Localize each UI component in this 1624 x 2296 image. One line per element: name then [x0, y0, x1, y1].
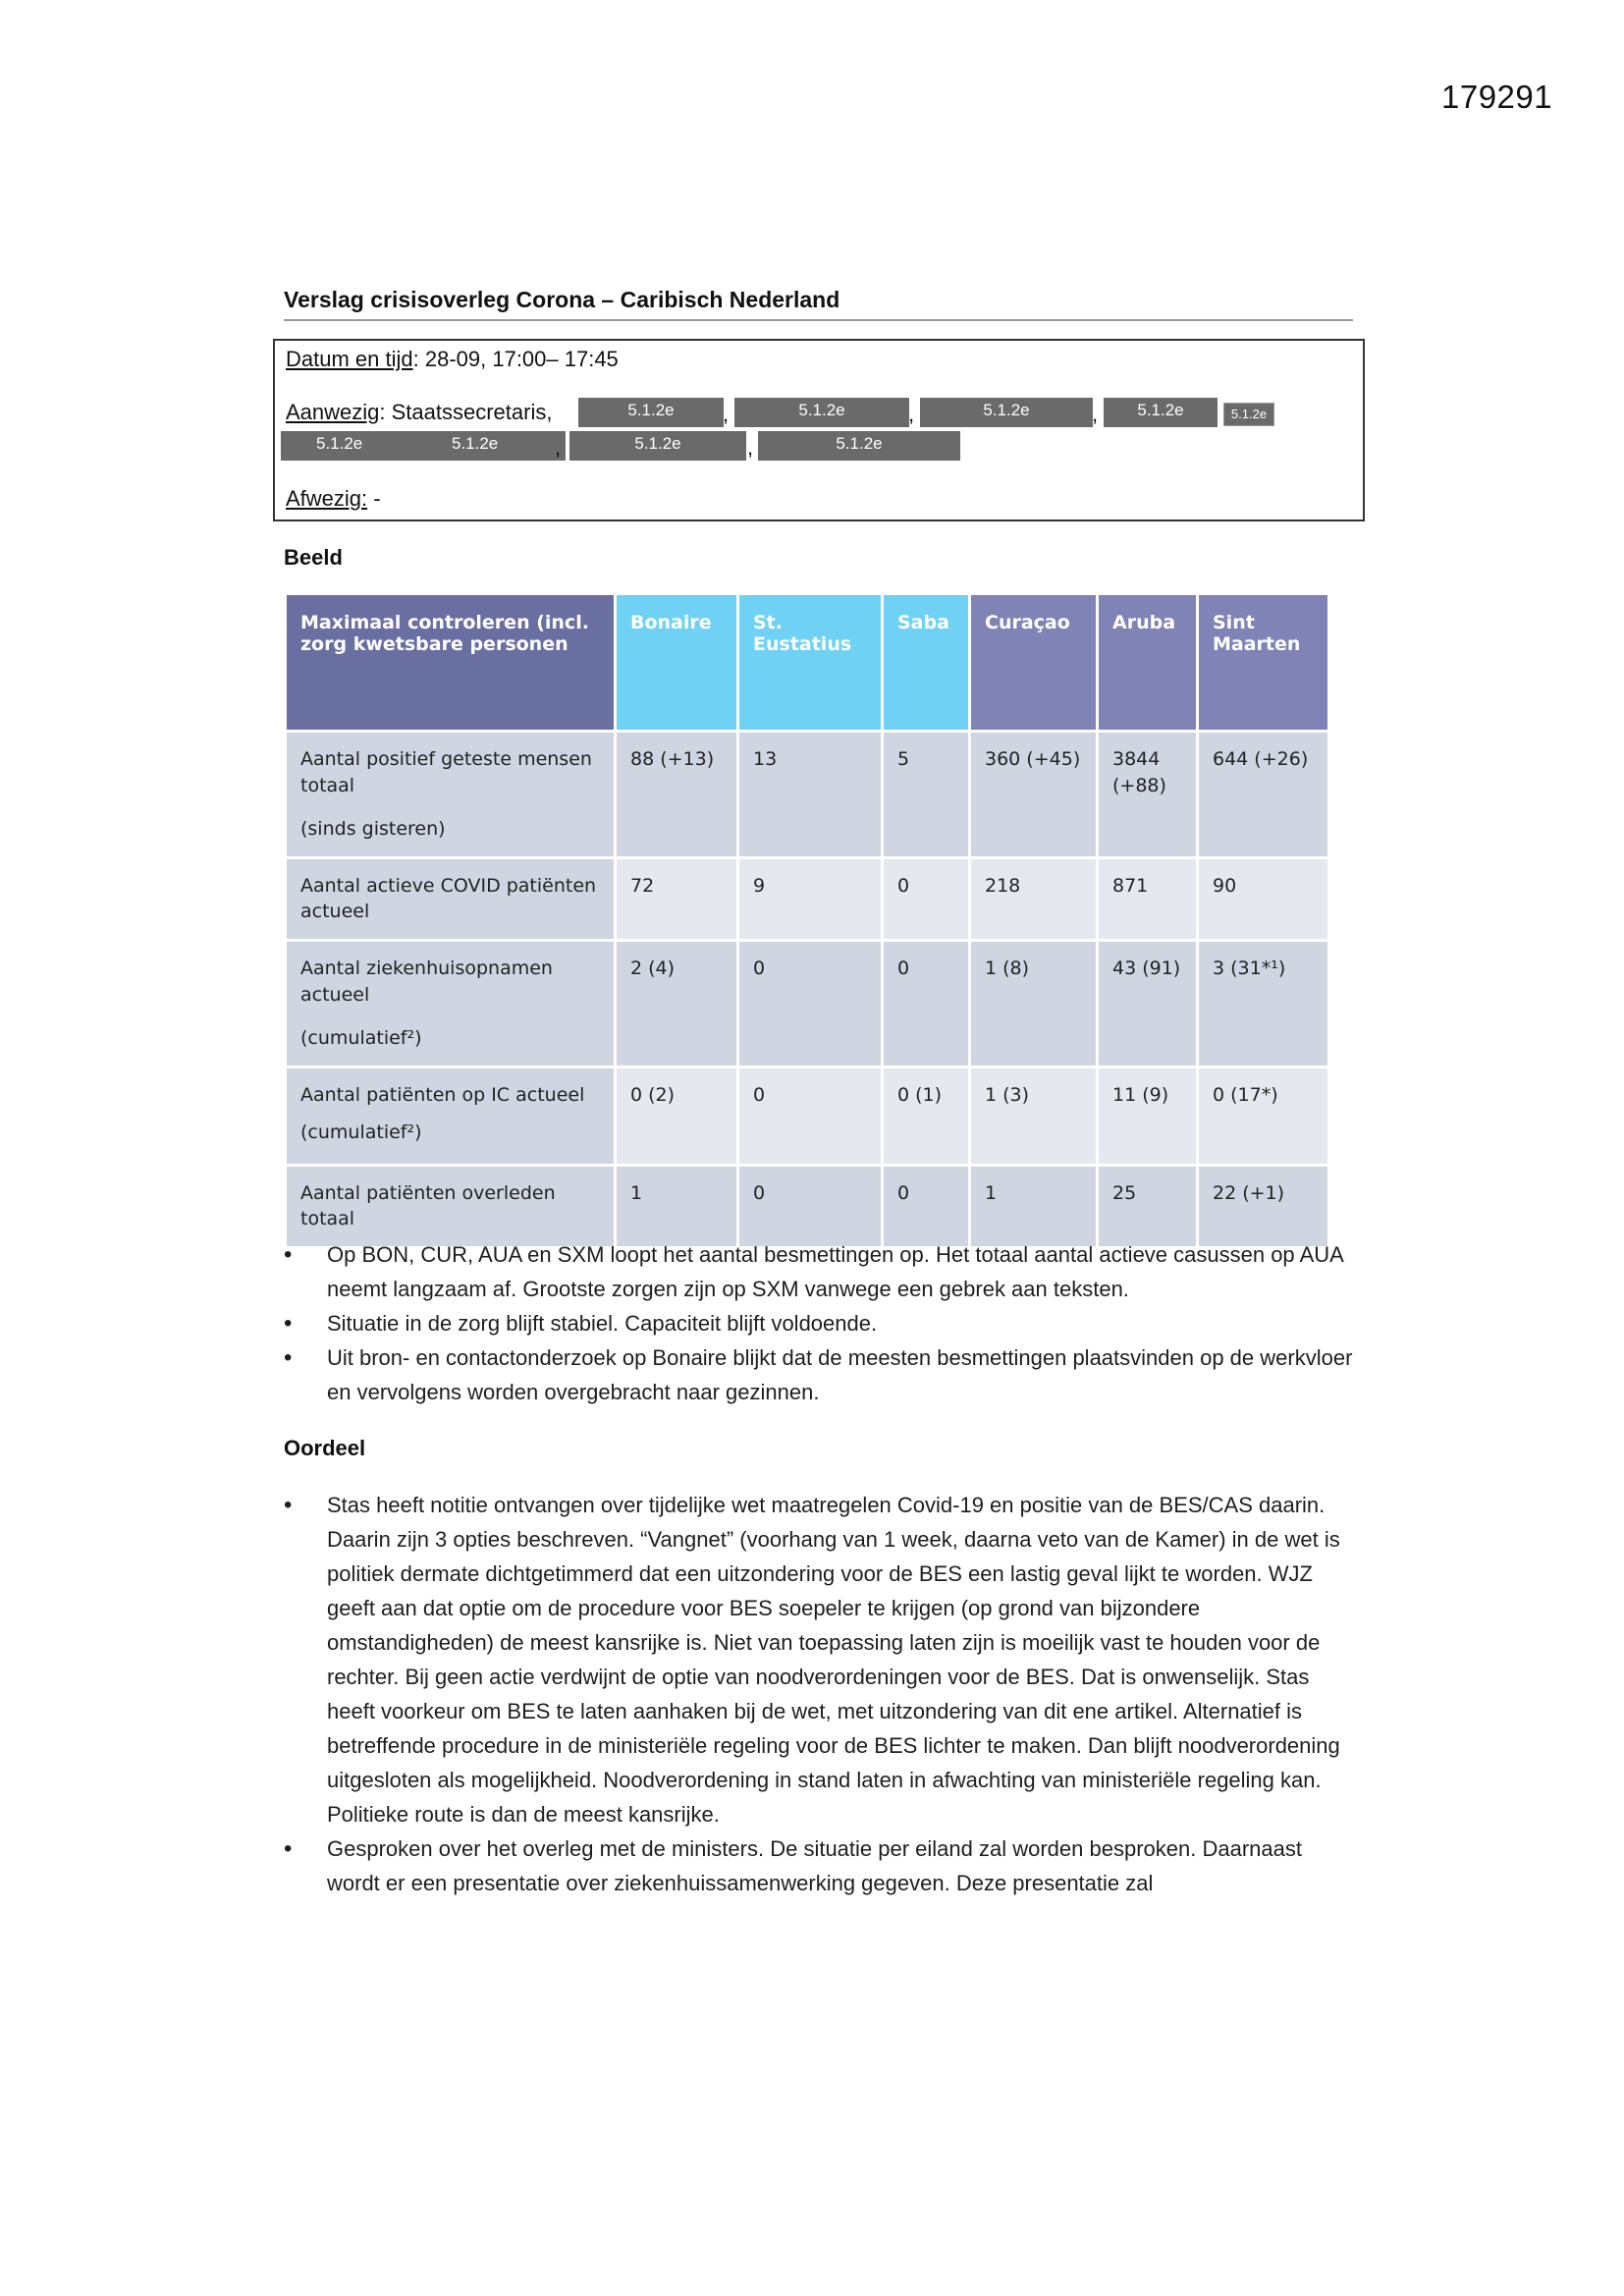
separator: ,	[555, 435, 562, 460]
table-cell: 9	[738, 857, 883, 940]
list-item: • Stas heeft notitie ontvangen over tijdelijke wet maatregelen Covid-19 en positie van de BES/CAS daarin. Daarin zijn 3 opties beschreven. “Vangnet” (voorhang van 1 week, daarna veto van de Kamer) in de wet is politiek dermate dichtgetimmerd dat een uitzondering voor de BES een lastig geval lijkt te worden. WJZ geeft aan dat optie om de procedure voor BES soepeler te krijgen (op grond van bijzondere omstandigheden) de meest kansrijke is. Niet van toepassing laten zijn is moeilijk vast te houden voor de rechter. Bij geen actie verdwijnt de optie van noodverordeningen voor de BES. Dat is onwenselijk. Stas heeft voorkeur om BES te laten aanhaken bij de wet, met uitzondering van dit ene artikel. Alternatief is betreffende procedure in de ministeriële regeling voor de BES lichter te maken. Dan blijft noodverordening uitgesloten als mogelijkheid. Noodverordening in stand laten in afwachting van ministeriële regeling kan. Politieke route is dan de meest kansrijke.	[284, 1488, 1354, 1831]
table-cell: 3 (31*¹)	[1198, 940, 1329, 1066]
table-cell: 1 (8)	[970, 940, 1098, 1066]
table-cell: 1	[616, 1165, 738, 1247]
table-cell: 644 (+26)	[1198, 732, 1329, 858]
redaction-block: 5.1.2e	[569, 431, 746, 461]
table-row	[286, 732, 1329, 858]
row-label-sub: (cumulatief²)	[300, 1027, 422, 1050]
table-cell: 3844 (+88)	[1098, 732, 1198, 858]
separator: ,	[1092, 402, 1099, 426]
datetime-value: : 28-09, 17:00– 17:45	[412, 347, 619, 371]
row-label	[286, 1165, 616, 1247]
table-row	[286, 1165, 1329, 1247]
title-divider	[284, 319, 1353, 321]
meeting-info-box	[273, 339, 1365, 521]
table-cell: 871	[1098, 857, 1198, 940]
redaction-block-double	[281, 431, 566, 461]
table-cell: 90	[1198, 857, 1329, 940]
column-header-saba: Saba	[883, 594, 970, 732]
section-heading-beeld: Beeld	[284, 545, 343, 570]
separator: ,	[908, 402, 915, 426]
row-label-text: Aantal positief geteste mensen totaal	[300, 748, 592, 796]
table-cell: 0	[883, 940, 970, 1066]
separator: ,	[747, 435, 754, 460]
table-header-row	[286, 594, 1329, 732]
column-header-st-eustatius: St. Eustatius	[738, 594, 883, 732]
section-heading-oordeel: Oordeel	[284, 1436, 366, 1460]
row-label	[286, 1066, 616, 1165]
table-cell: 0	[738, 940, 883, 1066]
table-cell: 0 (1)	[883, 1066, 970, 1165]
row-label	[286, 940, 616, 1066]
row-label-sub: (cumulatief²)	[300, 1121, 422, 1144]
table-cell: 22 (+1)	[1198, 1165, 1329, 1247]
table-cell: 43 (91)	[1098, 940, 1198, 1066]
table-cell: 360 (+45)	[970, 732, 1098, 858]
redaction-block: 5.1.2e	[1104, 398, 1218, 427]
datetime-line	[286, 347, 619, 372]
column-header-bonaire: Bonaire	[616, 594, 738, 732]
document-number: 179291	[1441, 79, 1553, 115]
row-label-text: Aantal patiënten overleden totaal	[300, 1181, 556, 1230]
redaction-block: 5.1.2e	[578, 398, 724, 427]
redaction-code: 5.1.2e	[316, 434, 363, 453]
beeld-bullet-list	[284, 1237, 1354, 1409]
column-header-curacao: Curaçao	[970, 594, 1098, 732]
redaction-code: 5.1.2e	[452, 434, 499, 453]
table-cell: 0	[883, 857, 970, 940]
table-cell: 0 (17*)	[1198, 1066, 1329, 1165]
row-label-text: Aantal actieve COVID patiënten actueel	[300, 874, 597, 923]
list-item: • Gesproken over het overleg met de ministers. De situatie per eiland zal worden besproken. Daarnaast wordt er een presentatie over ziekenhuissamenwerking gegeven. Deze presentatie zal	[284, 1831, 1354, 1900]
table-cell: 1 (3)	[970, 1066, 1098, 1165]
column-header-sint-maarten: Sint Maarten	[1198, 594, 1329, 732]
redaction-block: 5.1.2e	[734, 398, 909, 427]
present-line	[286, 400, 552, 425]
redaction-block: 5.1.2e	[920, 398, 1093, 427]
table-cell: 1	[970, 1165, 1098, 1247]
datetime-label: Datum en tijd	[286, 347, 413, 371]
table-cell: 25	[1098, 1165, 1198, 1247]
table-cell: 0	[738, 1165, 883, 1247]
list-item: • Situatie in de zorg blijft stabiel. Capaciteit blijft voldoende.	[284, 1306, 1354, 1340]
absent-line	[286, 486, 381, 512]
table-row	[286, 857, 1329, 940]
column-header-aruba: Aruba	[1098, 594, 1198, 732]
row-label-text: Aantal ziekenhuisopnamen actueel	[300, 957, 553, 1006]
separator: ,	[723, 402, 730, 426]
table-cell: 2 (4)	[616, 940, 738, 1066]
table-cell: 88 (+13)	[616, 732, 738, 858]
covid-figures-table	[284, 592, 1330, 1249]
list-item: • Uit bron- en contactonderzoek op Bonaire blijkt dat de meesten besmettingen plaatsvinden op de werkvloer en vervolgens worden overgebracht naar gezinnen.	[284, 1340, 1354, 1409]
table-cell: 13	[738, 732, 883, 858]
table-cell: 218	[970, 857, 1098, 940]
table-cell: 5	[883, 732, 970, 858]
row-label-text: Aantal patiënten op IC actueel	[300, 1083, 585, 1106]
corner-header: Maximaal controleren (incl. zorg kwetsbare personen	[286, 594, 616, 732]
table-cell: 72	[616, 857, 738, 940]
table-cell: 11 (9)	[1098, 1066, 1198, 1165]
redaction-block: 5.1.2e	[758, 431, 960, 461]
row-label	[286, 857, 616, 940]
row-label	[286, 732, 616, 858]
list-item: • Op BON, CUR, AUA en SXM loopt het aantal besmettingen op. Het totaal aantal actieve casussen op AUA neemt langzaam af. Grootste zorgen zijn op SXM vanwege een gebrek aan teksten.	[284, 1237, 1354, 1306]
present-label: Aanwezig	[286, 400, 380, 424]
table-row	[286, 1066, 1329, 1165]
absent-value: -	[367, 486, 381, 511]
table-cell: 0	[738, 1066, 883, 1165]
table-cell: 0 (2)	[616, 1066, 738, 1165]
table-row	[286, 940, 1329, 1066]
present-value: : Staatssecretaris,	[379, 400, 553, 424]
redaction-block-small: 5.1.2e	[1223, 403, 1274, 426]
oordeel-bullet-list	[284, 1488, 1354, 1900]
report-title: Verslag crisisoverleg Corona – Caribisch Nederland	[284, 287, 840, 312]
table-cell: 0	[883, 1165, 970, 1247]
absent-label: Afwezig:	[286, 486, 368, 511]
row-label-sub: (sinds gisteren)	[300, 818, 446, 841]
